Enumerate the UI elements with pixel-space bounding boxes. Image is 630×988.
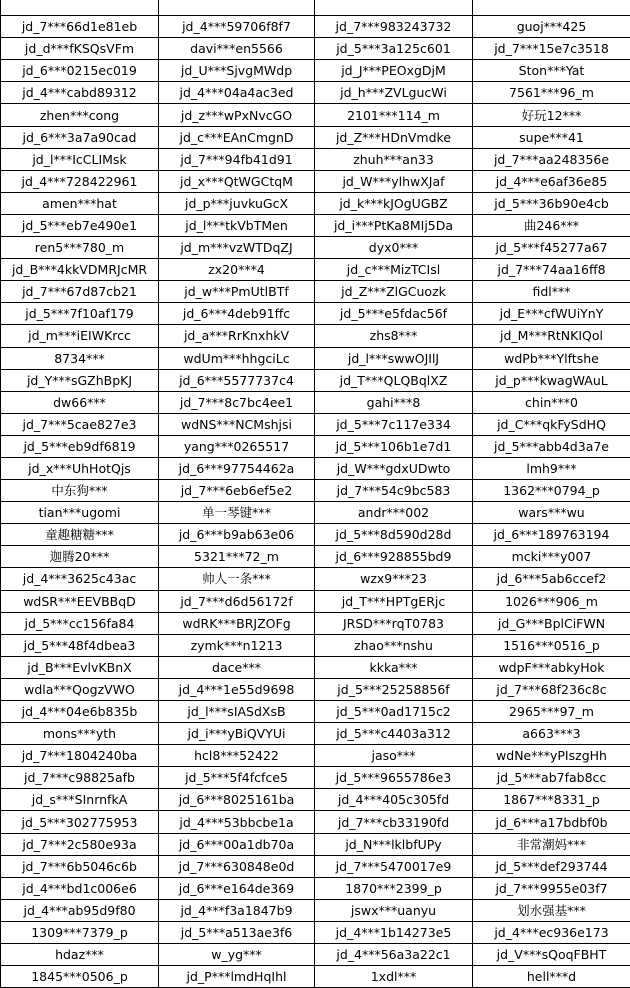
table-cell: zhen***cong — [1, 104, 159, 126]
table-cell: jd_l***sIASdXsB — [159, 701, 315, 723]
table-row — [1, 347, 630, 369]
table-cell: jd_J***PEOxgDjM — [315, 60, 473, 82]
table-cell: chin***0 — [473, 391, 630, 413]
table-cell: jd_G***BplCiFWN — [473, 612, 630, 634]
table-cell: jd_a***RrKnxhkV — [159, 325, 315, 347]
table-cell: jd_p***kwagWAuL — [473, 369, 630, 391]
table-cell: wars***wu — [473, 502, 630, 524]
table-cell: jd_7***5cae827e3 — [1, 413, 159, 435]
table-row — [1, 126, 630, 148]
table-cell: jd_7***74aa16ff8 — [473, 259, 630, 281]
table-cell: jd_4***53bbcbe1a — [159, 811, 315, 833]
table-row — [1, 60, 630, 82]
table-cell: jd_Z***ZlGCuozk — [315, 281, 473, 303]
table-cell: 帅人一条*** — [159, 568, 315, 590]
table-cell: jd_5***8d590d28d — [315, 524, 473, 546]
table-cell: jd_7***aa248356e — [473, 148, 630, 170]
table-cell: jd_5***106b1e7d1 — [315, 435, 473, 457]
table-row — [1, 833, 630, 855]
table-cell: jd_5***def293744 — [473, 855, 630, 877]
table-cell: jd_5***e5fdac56f — [315, 303, 473, 325]
table-cell: jd_5***3a125c601 — [315, 38, 473, 60]
table-row — [1, 855, 630, 877]
table-row — [1, 391, 630, 413]
table-row — [1, 612, 630, 634]
table-row — [1, 214, 630, 236]
table-cell: jd_l***swwOJIlJ — [315, 347, 473, 369]
table-cell: jd_4***04a4ac3ed — [159, 82, 315, 104]
table-cell: jd_U***SjvgMWdp — [159, 60, 315, 82]
table-cell: hcl8***52422 — [159, 745, 315, 767]
table-cell: jd_x***QtWGCtqM — [159, 170, 315, 192]
table-row — [1, 82, 630, 104]
table-row — [1, 966, 630, 988]
table-cell: jd_7***5470017e9 — [315, 855, 473, 877]
table-cell: jd_4***e6af36e85 — [473, 170, 630, 192]
table-cell: jd_N***lklbfUPy — [315, 833, 473, 855]
table-cell: jd_7***8c7bc4ee1 — [159, 391, 315, 413]
table-cell: tian***ugomi — [1, 502, 159, 524]
table-cell: jd_7***67d87cb21 — [1, 281, 159, 303]
table-cell: jd_7***630848e0d — [159, 855, 315, 877]
table-row — [1, 590, 630, 612]
table-cell: jd_5***abb4d3a7e — [473, 435, 630, 457]
table-cell: jd_5***cc156fa84 — [1, 612, 159, 634]
table-cell: 2101***114_m — [315, 104, 473, 126]
table-cell — [159, 0, 315, 16]
table-row — [1, 148, 630, 170]
table-row — [1, 789, 630, 811]
table-row — [1, 303, 630, 325]
table-cell: 8734*** — [1, 347, 159, 369]
table-row — [1, 325, 630, 347]
table-cell: Ston***Yat — [473, 60, 630, 82]
table-cell: jd_7***1804240ba — [1, 745, 159, 767]
table-row — [1, 745, 630, 767]
table-cell: hdaz*** — [1, 944, 159, 966]
table-row — [1, 723, 630, 745]
table-cell: jd_6***5ab6ccef2 — [473, 568, 630, 590]
table-cell: jd_5***eb7e490e1 — [1, 214, 159, 236]
table-cell: supe***41 — [473, 126, 630, 148]
table-row — [1, 921, 630, 943]
table-cell: jd_4***728422961 — [1, 170, 159, 192]
table-cell: jd_c***EAnCmgnD — [159, 126, 315, 148]
table-cell: 1309***7379_p — [1, 921, 159, 943]
table-cell: davi***en5566 — [159, 38, 315, 60]
table-cell: jd_7***d6d56172f — [159, 590, 315, 612]
table-cell: ren5***780_m — [1, 237, 159, 259]
table-row — [1, 38, 630, 60]
table-cell: 7561***96_m — [473, 82, 630, 104]
table-cell: jd_4***3625c43ac — [1, 568, 159, 590]
table-row — [1, 16, 630, 38]
table-cell: jd_7***94fb41d91 — [159, 148, 315, 170]
table-cell: jd_4***ec936e173 — [473, 921, 630, 943]
table-cell: wdRK***BRJZOFg — [159, 612, 315, 634]
table-cell: 2965***97_m — [473, 701, 630, 723]
table-cell: jd_E***cfWUiYnY — [473, 303, 630, 325]
table-row — [1, 877, 630, 899]
table-cell: jd_6***00a1db70a — [159, 833, 315, 855]
table-cell: zhs8*** — [315, 325, 473, 347]
table-cell: jd_5***48f4dbea3 — [1, 634, 159, 656]
table-cell: zhao***nshu — [315, 634, 473, 656]
table-cell: jd_i***PtKa8MIj5Da — [315, 214, 473, 236]
table-cell — [473, 0, 630, 16]
table-cell: wzx9***23 — [315, 568, 473, 590]
table-row — [1, 656, 630, 678]
table-cell: jd_5***a513ae3f6 — [159, 921, 315, 943]
table-cell: wdNe***yPIszgHh — [473, 745, 630, 767]
table-row — [1, 259, 630, 281]
table-cell: wdpF***abkyHok — [473, 656, 630, 678]
table-row — [1, 369, 630, 391]
table-cell: 曲246*** — [473, 214, 630, 236]
table-cell: a663***3 — [473, 723, 630, 745]
table-cell: jd_6***e164de369 — [159, 877, 315, 899]
table-cell: 1xdl*** — [315, 966, 473, 988]
table-cell: w_yg*** — [159, 944, 315, 966]
table-cell: jd_4***bd1c006e6 — [1, 877, 159, 899]
table-cell: 划水强基*** — [473, 899, 630, 921]
table-cell: jd_P***lmdHqIhl — [159, 966, 315, 988]
table-row — [1, 0, 630, 16]
table-cell: jd_5***25258856f — [315, 678, 473, 700]
table-cell: jd_5***f45277a67 — [473, 237, 630, 259]
table-cell: jd_6***5577737c4 — [159, 369, 315, 391]
table-row — [1, 502, 630, 524]
table-cell: jd_7***9955e03f7 — [473, 877, 630, 899]
table-cell: jd_m***vzWTDqZJ — [159, 237, 315, 259]
table-cell: zx20***4 — [159, 259, 315, 281]
table-cell: jd_4***405c305fd — [315, 789, 473, 811]
table-cell: jd_x***UhHotQjs — [1, 457, 159, 479]
table-cell: dyx0*** — [315, 237, 473, 259]
table-row — [1, 944, 630, 966]
winners-table-body — [1, 0, 630, 988]
table-row — [1, 457, 630, 479]
table-cell: 非常潮妈*** — [473, 833, 630, 855]
table-cell: jd_l***IcCLIMsk — [1, 148, 159, 170]
table-row — [1, 413, 630, 435]
table-cell: jswx***uanyu — [315, 899, 473, 921]
table-row — [1, 767, 630, 789]
table-cell: andr***002 — [315, 502, 473, 524]
table-cell: jd_B***EvlvKBnX — [1, 656, 159, 678]
table-cell: jd_C***qkFySdHQ — [473, 413, 630, 435]
table-cell: jd_6***928855bd9 — [315, 546, 473, 568]
table-cell: 单一琴键*** — [159, 502, 315, 524]
table-cell: jd_7***6b5046c6b — [1, 855, 159, 877]
table-row — [1, 634, 630, 656]
table-cell: jd_p***juvkuGcX — [159, 192, 315, 214]
table-cell: 1026***906_m — [473, 590, 630, 612]
table-cell: wdla***QogzVWO — [1, 678, 159, 700]
table-cell: jd_4***cabd89312 — [1, 82, 159, 104]
table-cell: jd_d***fKSQsVFm — [1, 38, 159, 60]
table-cell: jd_5***302775953 — [1, 811, 159, 833]
table-cell: 1845***0506_p — [1, 966, 159, 988]
table-cell: 好玩12*** — [473, 104, 630, 126]
table-cell: yang***0265517 — [159, 435, 315, 457]
table-cell: dw66*** — [1, 391, 159, 413]
table-cell: jaso*** — [315, 745, 473, 767]
table-cell: guoj***425 — [473, 16, 630, 38]
table-cell: mcki***y007 — [473, 546, 630, 568]
table-cell: wdUm***hhgciLc — [159, 347, 315, 369]
table-cell: jd_M***RtNKIQol — [473, 325, 630, 347]
table-cell: 1362***0794_p — [473, 480, 630, 502]
table-row — [1, 192, 630, 214]
table-row — [1, 678, 630, 700]
table-cell: jd_5***eb9df6819 — [1, 435, 159, 457]
table-row — [1, 237, 630, 259]
table-cell: 童趣糖糖*** — [1, 524, 159, 546]
table-row — [1, 701, 630, 723]
table-cell: jd_W***ylhwXJaf — [315, 170, 473, 192]
table-cell: mons***yth — [1, 723, 159, 745]
table-cell: jd_W***gdxUDwto — [315, 457, 473, 479]
table-cell: jd_7***cb33190fd — [315, 811, 473, 833]
table-cell: fidl*** — [473, 281, 630, 303]
table-cell: jd_6***a17bdbf0b — [473, 811, 630, 833]
table-cell: jd_5***36b90e4cb — [473, 192, 630, 214]
table-cell: jd_z***wPxNvcGO — [159, 104, 315, 126]
table-cell — [315, 0, 473, 16]
table-cell: jd_6***b9ab63e06 — [159, 524, 315, 546]
table-cell: jd_7***66d1e81eb — [1, 16, 159, 38]
table-cell: jd_5***9655786e3 — [315, 767, 473, 789]
table-cell: jd_7***54c9bc583 — [315, 480, 473, 502]
table-cell: jd_7***c98825afb — [1, 767, 159, 789]
table-cell: jd_7***15e7c3518 — [473, 38, 630, 60]
table-cell: gahi***8 — [315, 391, 473, 413]
table-cell — [1, 0, 159, 16]
table-cell: jd_5***0ad1715c2 — [315, 701, 473, 723]
table-row — [1, 104, 630, 126]
table-cell: zhuh***an33 — [315, 148, 473, 170]
table-cell: jd_5***c4403a312 — [315, 723, 473, 745]
table-cell: kkka*** — [315, 656, 473, 678]
table-row — [1, 811, 630, 833]
table-cell: jd_4***56a3a22c1 — [315, 944, 473, 966]
table-cell: lmh9*** — [473, 457, 630, 479]
table-row — [1, 435, 630, 457]
table-row — [1, 899, 630, 921]
table-cell: jd_5***7c117e334 — [315, 413, 473, 435]
table-cell: jd_V***sQoqFBHT — [473, 944, 630, 966]
table-cell: wdNS***NCMshjsi — [159, 413, 315, 435]
table-cell: jd_7***2c580e93a — [1, 833, 159, 855]
table-cell: jd_6***97754462a — [159, 457, 315, 479]
table-row — [1, 281, 630, 303]
table-cell: 中东狗*** — [1, 480, 159, 502]
table-cell: jd_4***1e55d9698 — [159, 678, 315, 700]
table-cell: 1870***2399_p — [315, 877, 473, 899]
table-cell: jd_7***68f236c8c — [473, 678, 630, 700]
table-cell: jd_w***PmUtlBTf — [159, 281, 315, 303]
table-cell: jd_4***59706f8f7 — [159, 16, 315, 38]
table-cell: wdSR***EEVBBqD — [1, 590, 159, 612]
table-cell: jd_c***MizTCIsl — [315, 259, 473, 281]
table-cell: jd_7***6eb6ef5e2 — [159, 480, 315, 502]
table-row — [1, 480, 630, 502]
table-row — [1, 546, 630, 568]
table-cell: jd_5***7f10af179 — [1, 303, 159, 325]
table-cell: jd_5***5f4fcfce5 — [159, 767, 315, 789]
table-cell: jd_Z***HDnVmdke — [315, 126, 473, 148]
table-cell: 迦腾20*** — [1, 546, 159, 568]
table-cell: jd_k***kJOgUGBZ — [315, 192, 473, 214]
table-cell: jd_6***189763194 — [473, 524, 630, 546]
table-cell: dace*** — [159, 656, 315, 678]
table-row — [1, 170, 630, 192]
table-cell: zymk***n1213 — [159, 634, 315, 656]
table-cell: jd_i***yBiQVYUi — [159, 723, 315, 745]
table-cell: jd_7***983243732 — [315, 16, 473, 38]
table-cell: jd_6***0215ec019 — [1, 60, 159, 82]
table-cell: jd_h***ZVLgucWi — [315, 82, 473, 104]
table-cell: jd_B***4kkVDMRJcMR — [1, 259, 159, 281]
table-cell: jd_T***QLQBqlXZ — [315, 369, 473, 391]
table-cell: jd_4***ab95d9f80 — [1, 899, 159, 921]
table-cell: 5321***72_m — [159, 546, 315, 568]
table-cell: jd_s***SInrnfkA — [1, 789, 159, 811]
table-row — [1, 524, 630, 546]
table-cell: jd_6***8025161ba — [159, 789, 315, 811]
table-cell: jd_6***3a7a90cad — [1, 126, 159, 148]
table-cell: wdPb***Ylftshe — [473, 347, 630, 369]
table-cell: jd_5***ab7fab8cc — [473, 767, 630, 789]
table-cell: jd_m***iEIWKrcc — [1, 325, 159, 347]
table-cell: jd_6***4deb91ffc — [159, 303, 315, 325]
table-cell: jd_T***HPTgERjc — [315, 590, 473, 612]
table-cell: jd_Y***sGZhBpKJ — [1, 369, 159, 391]
table-cell: jd_4***1b14273e5 — [315, 921, 473, 943]
table-cell: jd_l***tkVbTMen — [159, 214, 315, 236]
table-cell: jd_4***04e6b835b — [1, 701, 159, 723]
table-cell: JRSD***rqT0783 — [315, 612, 473, 634]
table-cell: amen***hat — [1, 192, 159, 214]
table-cell: jd_4***f3a1847b9 — [159, 899, 315, 921]
table-cell: 1867***8331_p — [473, 789, 630, 811]
table-row — [1, 568, 630, 590]
table-cell: hell***d — [473, 966, 630, 988]
table-cell: 1516***0516_p — [473, 634, 630, 656]
